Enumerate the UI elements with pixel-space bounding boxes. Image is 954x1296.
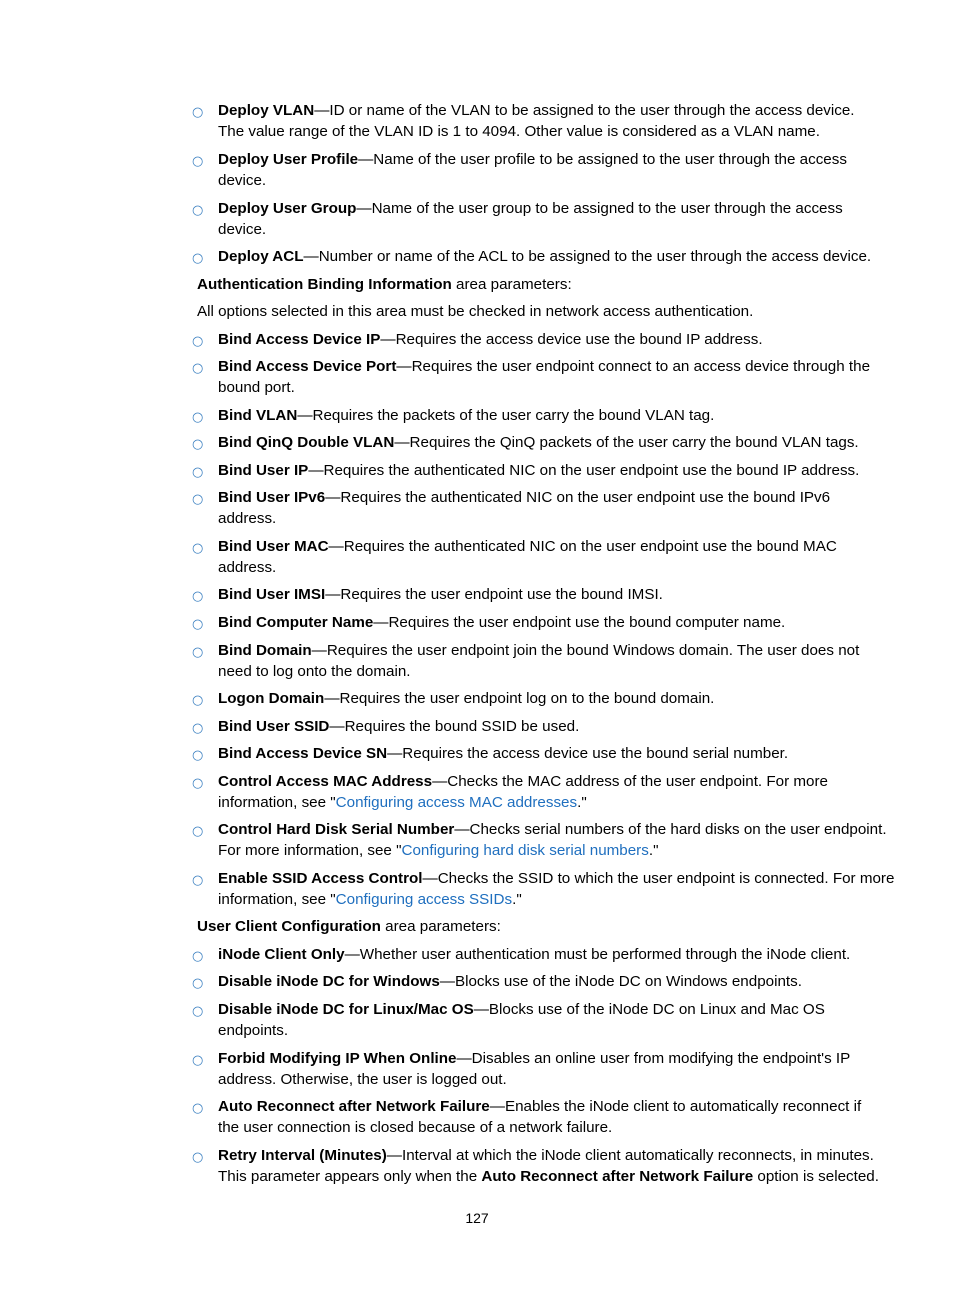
link-configuring-hard-disk-serial-numbers[interactable]: Configuring hard disk serial numbers — [401, 842, 649, 859]
bullet-icon: ○ — [192, 1101, 204, 1116]
link-configuring-access-mac-addresses[interactable]: Configuring access MAC addresses — [335, 794, 578, 811]
bullet-icon: ○ — [192, 721, 204, 736]
bullet-icon: ○ — [192, 776, 204, 791]
section-heading: User Client Configuration area parameters: — [197, 918, 501, 935]
bullet-icon: ○ — [192, 617, 204, 632]
bullet-icon: ○ — [192, 492, 204, 507]
bullet-icon: ○ — [192, 748, 204, 763]
bullet-icon: ○ — [192, 203, 204, 218]
bullet-icon: ○ — [192, 1004, 204, 1019]
bullet-icon: ○ — [192, 824, 204, 839]
bullet-icon: ○ — [192, 1053, 204, 1068]
bullet-icon: ○ — [192, 873, 204, 888]
bullet-icon: ○ — [192, 105, 204, 120]
bullet-icon: ○ — [192, 437, 204, 452]
bullet-icon: ○ — [192, 541, 204, 556]
bullet-icon: ○ — [192, 949, 204, 964]
link-configuring-access-ssids[interactable]: Configuring access SSIDs — [335, 891, 513, 908]
bullet-icon: ○ — [192, 361, 204, 376]
section-note: All options selected in this area must be checked in network access authentication. — [197, 303, 754, 320]
bullet-icon: ○ — [192, 1150, 204, 1165]
bullet-icon: ○ — [192, 693, 204, 708]
bullet-icon: ○ — [192, 589, 204, 604]
bullet-icon: ○ — [192, 976, 204, 991]
bullet-icon: ○ — [192, 334, 204, 349]
bullet-icon: ○ — [192, 645, 204, 660]
bullet-icon: ○ — [192, 251, 204, 266]
section-heading: Authentication Binding Information area parameters: — [197, 276, 572, 293]
page-number: 127 — [465, 1210, 489, 1226]
bullet-icon: ○ — [192, 154, 204, 169]
bullet-icon: ○ — [192, 465, 204, 480]
bullet-icon: ○ — [192, 410, 204, 425]
